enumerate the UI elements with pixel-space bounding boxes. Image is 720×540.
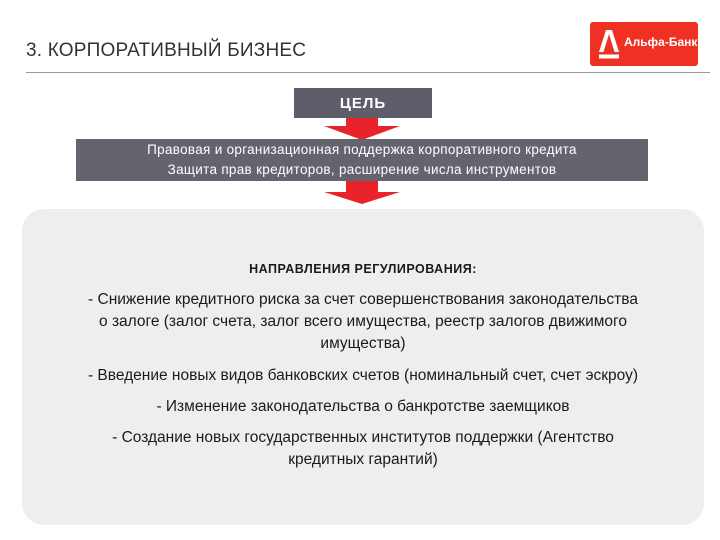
alfa-letter-icon	[598, 28, 620, 60]
direction-item-4-line-2: кредитных гарантий)	[288, 451, 438, 468]
goal-description-box	[76, 139, 648, 181]
goal-line-1: Правовая и организационная поддержка корпоративного кредита	[147, 142, 577, 157]
direction-item-1-line-2: о залоге (залог счета, залог всего имущества, реестр залогов движимого	[99, 313, 627, 330]
directions-heading: НАПРАВЛЕНИЯ РЕГУЛИРОВАНИЯ:	[249, 262, 477, 276]
direction-item-1-line-1: - Снижение кредитного риска за счет совершенствования законодательства	[88, 291, 638, 308]
logo-text: Альфа-Банк	[624, 35, 698, 49]
direction-item-1-line-3: имущества)	[320, 335, 406, 352]
title-divider	[26, 72, 710, 73]
direction-item-2-line-1: - Введение новых видов банковских счетов (номинальный счет, счет эскроу)	[87, 367, 639, 384]
slide-title: 3. КОРПОРАТИВНЫЙ БИЗНЕС	[26, 40, 307, 61]
goal-label-box	[294, 88, 432, 118]
direction-item-2	[30, 365, 696, 387]
direction-item-3-line-1: - Изменение законодательства о банкротстве заемщиков	[156, 398, 570, 415]
direction-item-1	[30, 289, 696, 355]
goal-label: ЦЕЛЬ	[339, 94, 387, 112]
goal-arrow	[324, 126, 400, 140]
alfa-bank-logo	[590, 22, 698, 66]
goal-line-2: Защита прав кредиторов, расширение числа инструментов	[167, 162, 557, 177]
direction-item-4-line-1: - Создание новых государственных институтов поддержки (Агентство	[112, 429, 614, 446]
direction-item-3	[30, 396, 696, 418]
direction-item-4	[30, 427, 696, 471]
directions-arrow	[324, 192, 400, 204]
